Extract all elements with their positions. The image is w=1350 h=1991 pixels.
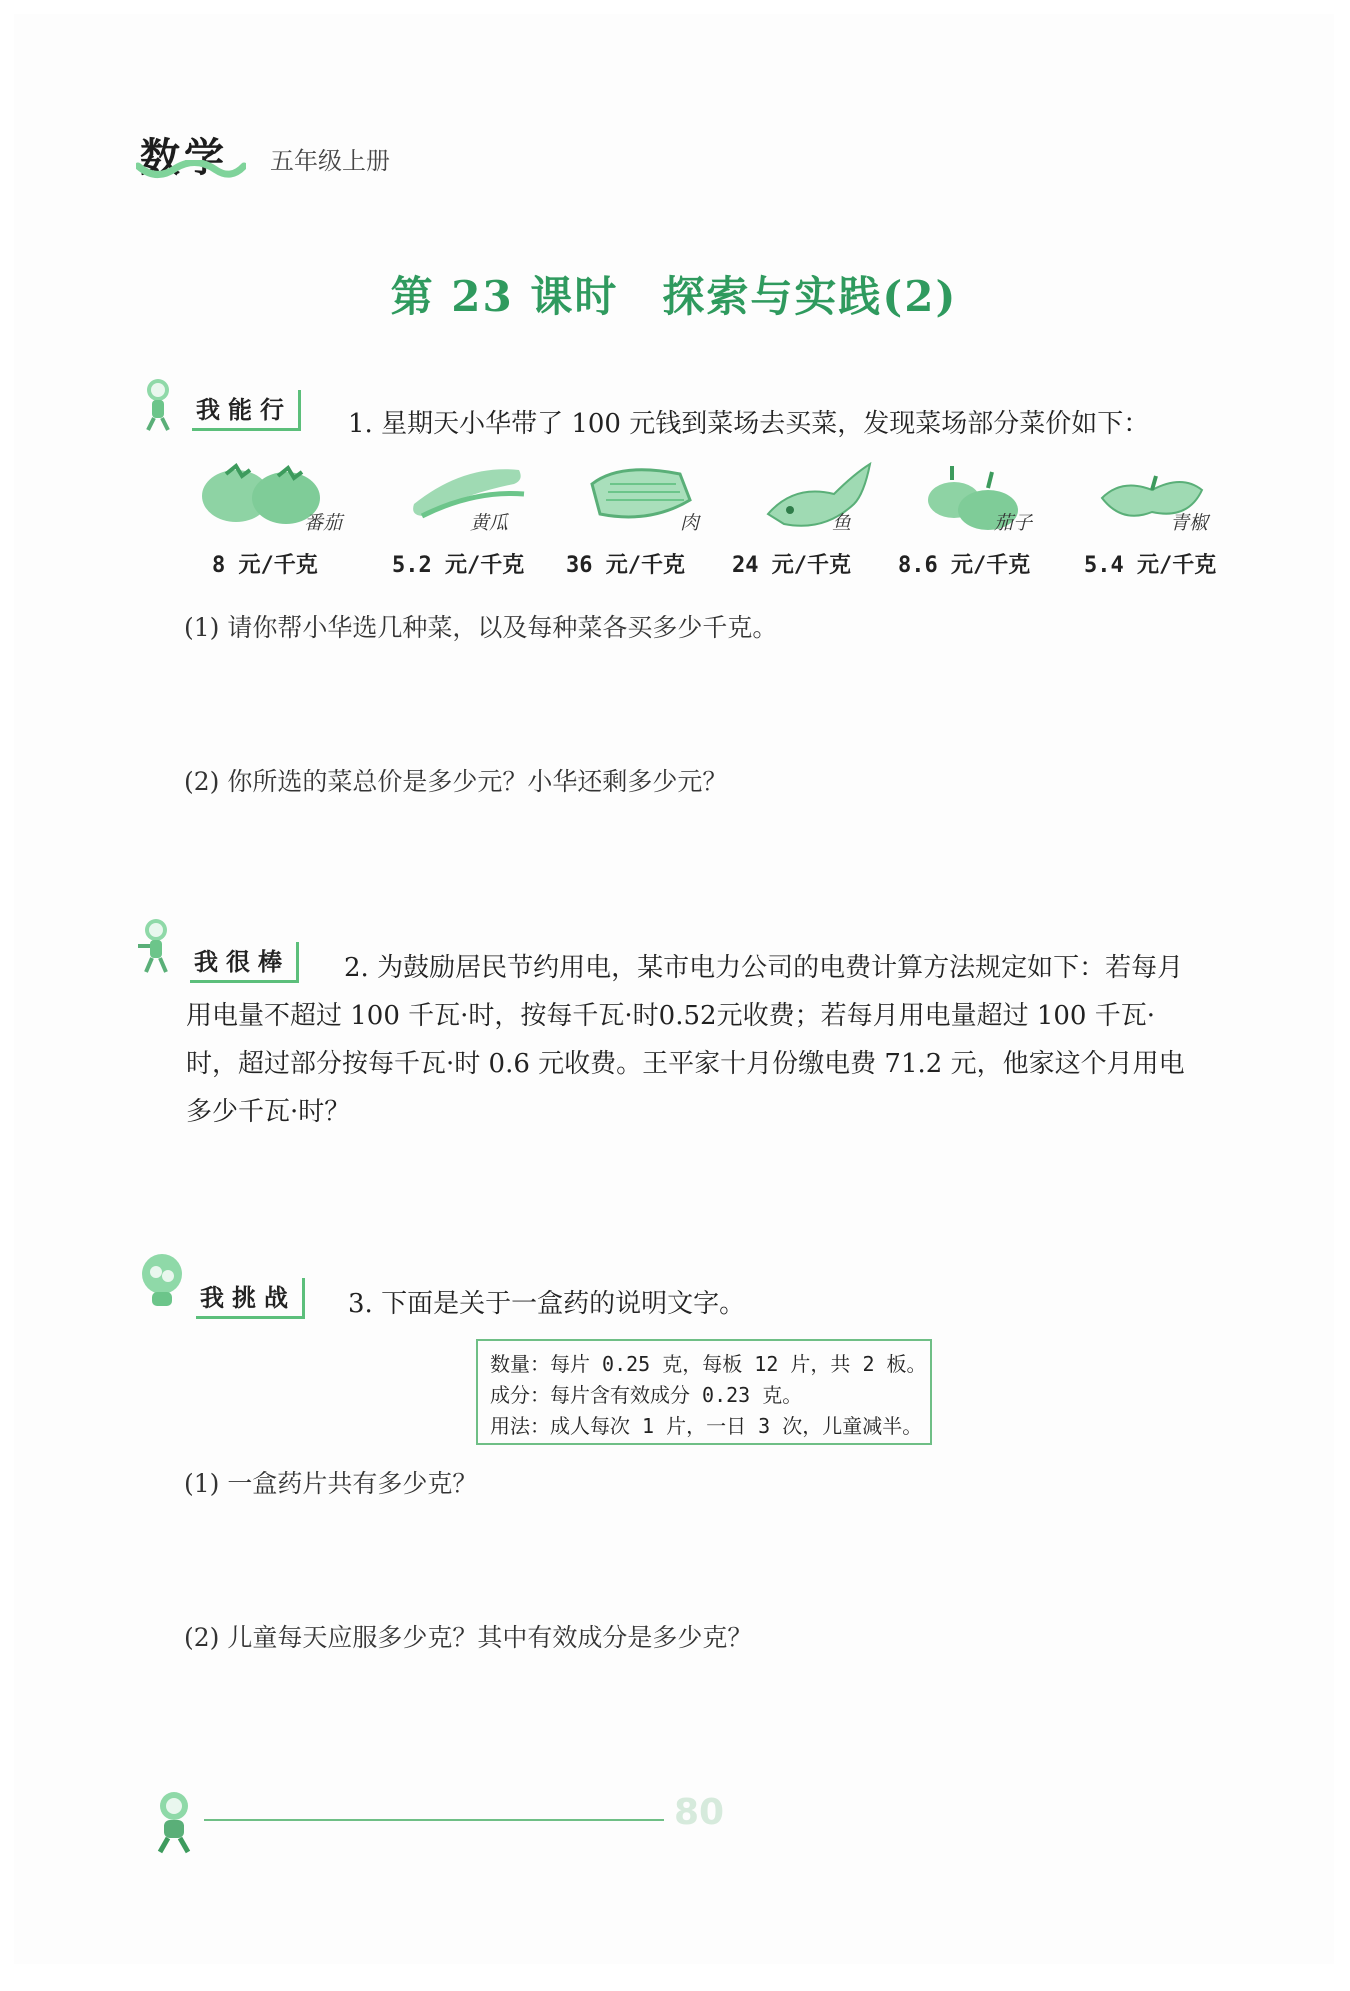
footer-mascot-icon bbox=[146, 1788, 206, 1856]
price-green-pepper: 5.4 元/千克 bbox=[1084, 553, 1217, 578]
veg-name-cucumber: 黄瓜 bbox=[470, 512, 509, 534]
price-meat: 36 元/千克 bbox=[566, 553, 685, 578]
problem-2-line-4: 多少千瓦·时？ bbox=[186, 1097, 351, 1127]
problem-2-line-1: 2. 为鼓励居民节约用电，某市电力公司的电费计算方法规定如下：若每月 bbox=[344, 953, 1184, 983]
veg-name-meat: 肉 bbox=[680, 512, 700, 534]
page-number: 80 bbox=[674, 1792, 725, 1833]
problem-2-line-2: 用电量不超过 100 千瓦·时，按每千瓦·时0.52元收费；若每月用电量超过 100 千瓦· bbox=[186, 1001, 1155, 1031]
footer-rule bbox=[204, 1819, 664, 1821]
lesson-title: 第 23 课时 探索与实践(2) bbox=[390, 272, 958, 321]
price-fish: 24 元/千克 bbox=[732, 553, 851, 578]
price-eggplant: 8.6 元/千克 bbox=[898, 553, 1031, 578]
price-tomato: 8 元/千克 bbox=[212, 553, 318, 578]
section-badge-3 bbox=[196, 1278, 305, 1319]
medicine-quantity-line: 数量：每片 0.25 克，每板 12 片，共 2 板。 bbox=[490, 1352, 927, 1376]
grade-label: 五年级上册 bbox=[270, 147, 390, 175]
question-3-1: (1) 一盒药片共有多少克？ bbox=[184, 1469, 478, 1498]
veg-name-eggplant: 茄子 bbox=[994, 512, 1033, 534]
badge-label: 我能行 bbox=[192, 390, 301, 431]
veg-name-tomato: 番茄 bbox=[304, 512, 343, 534]
workbook-page bbox=[14, 14, 1334, 1964]
question-1-2: (2) 你所选的菜总价是多少元？小华还剩多少元？ bbox=[184, 767, 728, 796]
mascot-icon bbox=[132, 916, 182, 974]
problem-3-text: 3. 下面是关于一盒药的说明文字。 bbox=[348, 1289, 746, 1319]
mascot-icon bbox=[136, 376, 182, 432]
problem-2-line-3: 时，超过部分按每千瓦·时 0.6 元收费。王平家十月份缴电费 71.2 元，他家这个月用电 bbox=[186, 1049, 1185, 1079]
question-3-2: (2) 儿童每天应服多少克？其中有效成分是多少克？ bbox=[184, 1623, 753, 1652]
subject-title: 数学 bbox=[140, 135, 228, 181]
veg-name-fish: 鱼 bbox=[832, 512, 852, 534]
medicine-ingredient-line: 成分：每片含有效成分 0.23 克。 bbox=[490, 1383, 803, 1407]
problem-1-text: 1. 星期天小华带了 100 元钱到菜场去买菜，发现菜场部分菜价如下： bbox=[348, 409, 1150, 439]
veg-name-green-pepper: 青椒 bbox=[1170, 512, 1209, 534]
badge-label: 我很棒 bbox=[190, 942, 299, 983]
badge-label: 我挑战 bbox=[196, 1278, 305, 1319]
price-cucumber: 5.2 元/千克 bbox=[392, 553, 525, 578]
question-1-1: (1) 请你帮小华选几种菜，以及每种菜各买多少千克。 bbox=[184, 613, 778, 642]
mascot-icon bbox=[132, 1250, 192, 1310]
section-badge-1 bbox=[192, 390, 301, 431]
subject-wave-decoration bbox=[136, 160, 246, 182]
section-badge-2 bbox=[190, 942, 299, 983]
medicine-instructions-box bbox=[476, 1339, 932, 1445]
medicine-usage-line: 用法：成人每次 1 片，一日 3 次，儿童减半。 bbox=[490, 1414, 923, 1438]
